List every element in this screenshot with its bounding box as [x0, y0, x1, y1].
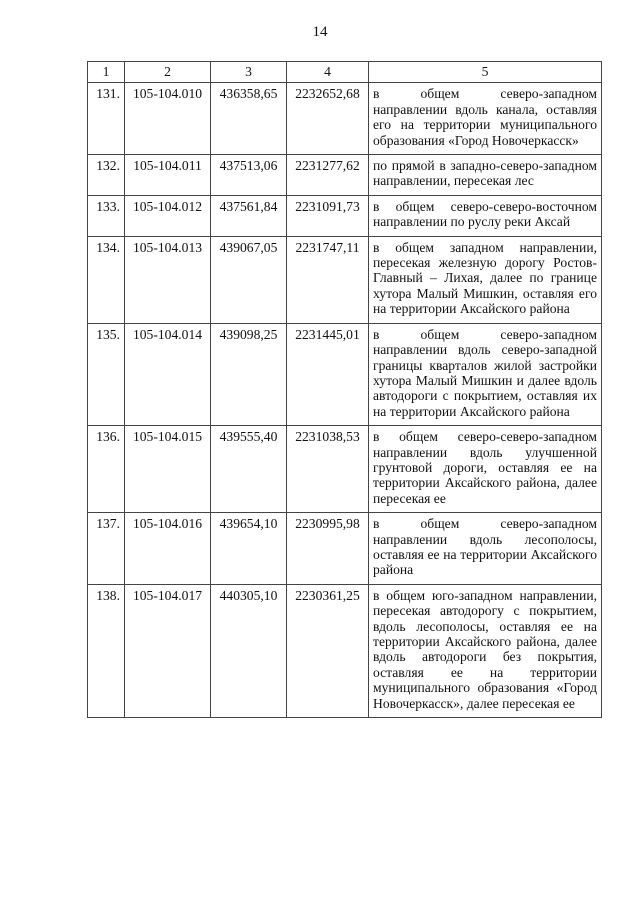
coordinate-y: 2231091,73 — [287, 195, 369, 236]
coordinate-x: 439067,05 — [211, 236, 287, 323]
coordinate-y: 2231038,53 — [287, 426, 369, 513]
point-code: 105-104.015 — [125, 426, 211, 513]
coordinate-y: 2231445,01 — [287, 323, 369, 425]
coordinate-x: 437513,06 — [211, 155, 287, 196]
table-row — [88, 155, 602, 196]
table-row — [88, 83, 602, 155]
row-number: 134. — [88, 236, 125, 323]
boundary-description: по прямой в западно-северо-западном направлении, пересекая лес — [369, 155, 602, 196]
header-cell-5: 5 — [369, 62, 602, 83]
table-row — [88, 195, 602, 236]
boundary-table — [87, 61, 602, 718]
row-number: 131. — [88, 83, 125, 155]
point-code: 105-104.017 — [125, 584, 211, 717]
row-number: 133. — [88, 195, 125, 236]
coordinate-x: 437561,84 — [211, 195, 287, 236]
boundary-description: в общем северо-северо-западном направлении вдоль улучшенной грунтовой дороги, оставляя ее на территории Аксайского района, далее пересекая ее — [369, 426, 602, 513]
boundary-description: в общем северо-западном направлении вдоль канала, оставляя его на территории муниципального образования «Город Новочеркасск» — [369, 83, 602, 155]
boundary-description: в общем северо-западном направлении вдоль лесополосы, оставляя ее на территории Аксайского района — [369, 513, 602, 585]
point-code: 105-104.014 — [125, 323, 211, 425]
point-code: 105-104.010 — [125, 83, 211, 155]
coordinate-x: 439555,40 — [211, 426, 287, 513]
coordinate-x: 439098,25 — [211, 323, 287, 425]
header-cell-4: 4 — [287, 62, 369, 83]
point-code: 105-104.013 — [125, 236, 211, 323]
coordinate-x: 436358,65 — [211, 83, 287, 155]
boundary-description: в общем западном направлении, пересекая железную дорогу Ростов-Главный – Лихая, далее по границе хутора Малый Мишкин, оставляя его на территории Аксайского района — [369, 236, 602, 323]
point-code: 105-104.011 — [125, 155, 211, 196]
boundary-description: в общем юго-западном направлении, пересекая автодорогу с покрытием, вдоль лесополосы, оставляя ее на территории Аксайского района, далее вдоль автодороги без покрытия, оставляя ее на территории муниципального образования «Город Новочеркасск», далее пересекая ее — [369, 584, 602, 717]
table-row — [88, 584, 602, 717]
coordinate-y: 2230361,25 — [287, 584, 369, 717]
table-row — [88, 513, 602, 585]
coordinate-x: 440305,10 — [211, 584, 287, 717]
coordinate-x: 439654,10 — [211, 513, 287, 585]
coordinate-y: 2231277,62 — [287, 155, 369, 196]
row-number: 138. — [88, 584, 125, 717]
table-body — [88, 83, 602, 718]
point-code: 105-104.012 — [125, 195, 211, 236]
page-number: 14 — [312, 24, 328, 40]
coordinate-y: 2231747,11 — [287, 236, 369, 323]
boundary-description: в общем северо-северо-восточном направлении по руслу реки Аксай — [369, 195, 602, 236]
table-row — [88, 236, 602, 323]
coordinate-y: 2230995,98 — [287, 513, 369, 585]
header-row — [88, 62, 602, 83]
table-row — [88, 426, 602, 513]
row-number: 132. — [88, 155, 125, 196]
boundary-description: в общем северо-западном направлении вдоль северо-западной границы кварталов жилой застройки хутора Малый Мишкин и далее вдоль автодороги с покрытием, оставляя их на территории Аксайского района — [369, 323, 602, 425]
header-cell-2: 2 — [125, 62, 211, 83]
table-row — [88, 323, 602, 425]
row-number: 137. — [88, 513, 125, 585]
header-cell-1: 1 — [88, 62, 125, 83]
point-code: 105-104.016 — [125, 513, 211, 585]
coordinate-y: 2232652,68 — [287, 83, 369, 155]
header-cell-3: 3 — [211, 62, 287, 83]
row-number: 136. — [88, 426, 125, 513]
row-number: 135. — [88, 323, 125, 425]
